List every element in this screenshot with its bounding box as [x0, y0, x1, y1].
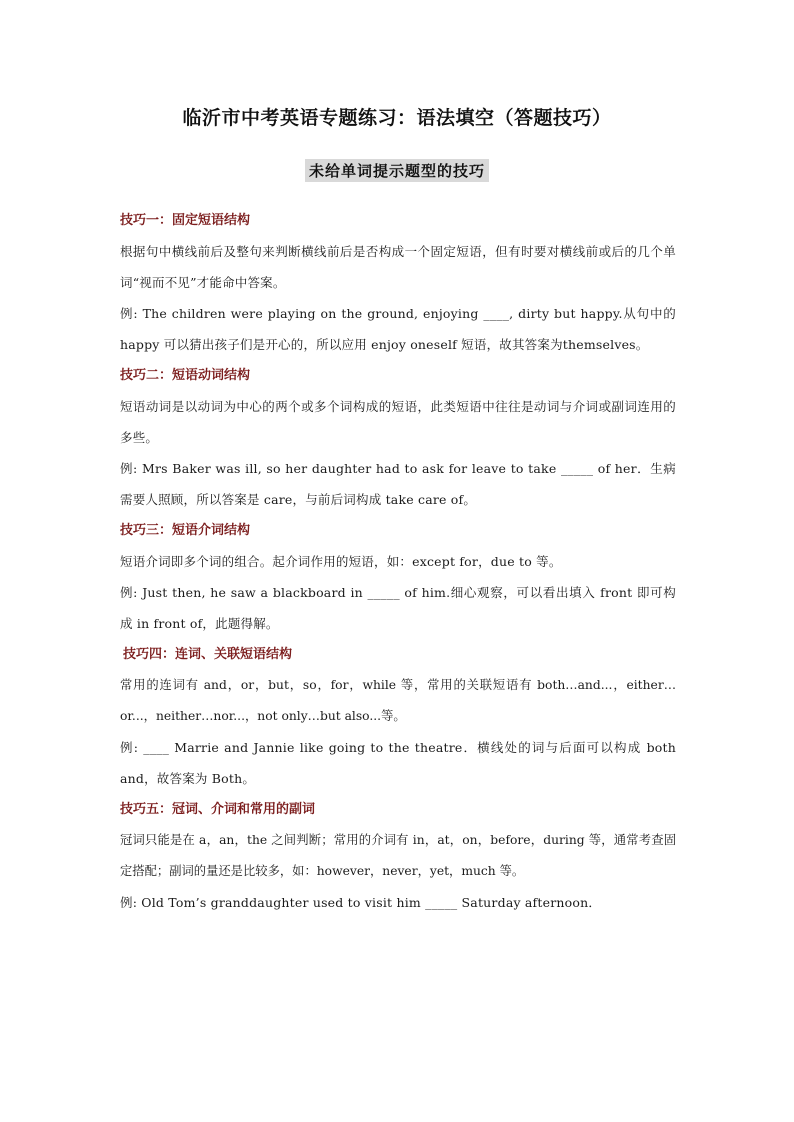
- tip-2-description: 短语动词是以动词为中心的两个或多个词构成的短语，此类短语中往往是动词与介词或副词连用的多些。: [120, 399, 676, 445]
- tip-2-example: 例: Mrs Baker was ill, so her daughter had to ask for leave to take _____ of her．生病需要人照顾，所以答案是 care，与前后词构成 take care of。: [120, 461, 676, 507]
- tip-3-example: 例: Just then, he saw a blackboard in _____ of him.细心观察，可以看出填入 front 即可构成 in front of，此题得解。: [120, 585, 676, 631]
- document-body: [120, 205, 676, 918]
- tip-1-example: 例: The children were playing on the ground, enjoying ____, dirty but happy.从句中的happy 可以猜出孩子们是开心的，所以应用 enjoy oneself 短语，故其答案为themselves。: [120, 306, 676, 352]
- section-title-wrap: [0, 159, 794, 182]
- tip-heading-1: 技巧一：固定短语结构: [120, 213, 251, 228]
- tip-5-description: 冠词只能是在 a，an，the 之间判断；常用的介词有 in，at，on，before，during 等，通常考查固定搭配；副词的量还是比较多，如：however，never，yet，much 等。: [120, 833, 676, 878]
- section-title: 未给单词提示题型的技巧: [305, 159, 489, 182]
- page-title: 临沂市中考英语专题练习：语法填空（答题技巧）: [182, 107, 612, 129]
- tip-4-description: 常用的连词有 and，or，but，so，for，while 等，常用的关联短语有 both…and...，either…or...，neither…nor...，not only…but also...等。: [120, 678, 676, 723]
- tip-heading-3: 技巧三：短语介词结构: [120, 523, 251, 538]
- tip-heading-4: 技巧四：连词、关联短语结构: [123, 647, 293, 662]
- tip-4-example: 例: ____ Marrie and Jannie like going to the theatre．横线处的词与后面可以构成 both and，故答案为 Both。: [120, 740, 676, 786]
- tip-heading-2: 技巧二：短语动词结构: [120, 368, 251, 383]
- tip-5-example: 例: Old Tom’s granddaughter used to visit him _____ Saturday afternoon．: [120, 895, 602, 910]
- tip-1-description: 根据句中横线前后及整句来判断横线前后是否构成一个固定短语，但有时要对横线前或后的几个单词“视而不见”才能命中答案。: [120, 244, 676, 290]
- tip-heading-5: 技巧五：冠词、介词和常用的副词: [120, 802, 316, 817]
- tip-3-description: 短语介词即多个词的组合。起介词作用的短语，如：except for，due to 等。: [120, 554, 562, 569]
